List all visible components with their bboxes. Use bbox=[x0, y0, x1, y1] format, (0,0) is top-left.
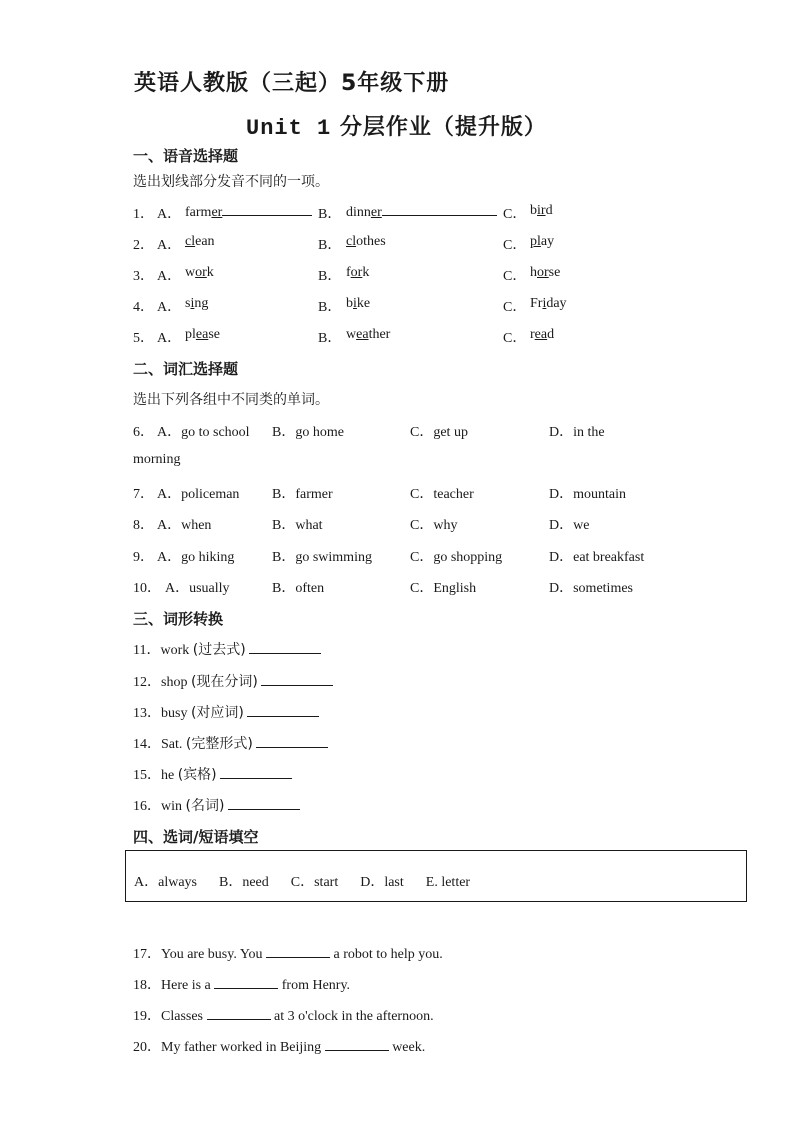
option-word bbox=[185, 296, 208, 312]
question-word: shop bbox=[161, 675, 191, 690]
option-letter: A． bbox=[157, 269, 182, 284]
option-letter: C． bbox=[503, 300, 527, 315]
question-text: at 3 o'clock in the afternoon. bbox=[270, 1009, 434, 1024]
word-part: ean bbox=[195, 234, 215, 249]
word-part: se bbox=[208, 327, 220, 342]
option-a: A．usually bbox=[165, 581, 230, 596]
option-word bbox=[185, 234, 215, 250]
option-c: C．English bbox=[410, 581, 477, 596]
option-b: B．farmer bbox=[272, 487, 333, 502]
question-number: 4． bbox=[133, 300, 154, 315]
option-d: D．sometimes bbox=[549, 581, 633, 596]
underlined-part: er bbox=[370, 205, 382, 220]
underlined-part: or bbox=[350, 265, 363, 280]
option-word bbox=[530, 265, 560, 281]
option-d: D．we bbox=[549, 518, 590, 533]
option-word bbox=[185, 203, 312, 221]
option-word bbox=[185, 265, 214, 281]
option-b: B．often bbox=[272, 581, 325, 596]
doc-subtitle bbox=[246, 110, 547, 141]
unit-label: Unit 1 bbox=[246, 116, 332, 141]
question-hint: (名词) bbox=[185, 798, 225, 814]
option-letter: B． bbox=[318, 238, 342, 253]
answer-blank[interactable] bbox=[228, 797, 300, 810]
underlined-part: cl bbox=[185, 234, 196, 249]
underlined-part: pl bbox=[530, 234, 541, 249]
option-word bbox=[346, 265, 369, 281]
word-part: ke bbox=[356, 296, 371, 311]
question-hint: (对应词) bbox=[190, 705, 244, 721]
word-part: s bbox=[185, 296, 191, 311]
underlined-part: ea bbox=[534, 327, 548, 342]
question-text: week. bbox=[388, 1040, 426, 1055]
question-text: My father worked in Beijing bbox=[161, 1040, 325, 1055]
option-c: C．why bbox=[410, 518, 458, 533]
option-b: B．go home bbox=[272, 425, 344, 440]
option-letter: C． bbox=[503, 269, 527, 284]
word-bank-option: B．need bbox=[219, 875, 269, 890]
word-form-question bbox=[133, 671, 333, 691]
section2-heading: 二、词汇选择题 bbox=[133, 360, 239, 378]
option-d: D．mountain bbox=[549, 487, 626, 502]
word-form-question bbox=[133, 795, 300, 815]
question-number: 14． bbox=[133, 737, 161, 752]
option-d-wrap: morning bbox=[133, 452, 181, 467]
word-form-question bbox=[133, 733, 328, 753]
question-number: 8． bbox=[133, 518, 154, 533]
underlined-part: i bbox=[190, 296, 195, 311]
option-word bbox=[185, 327, 220, 343]
underlined-part: or bbox=[537, 265, 549, 280]
question-text: Classes bbox=[161, 1009, 207, 1024]
option-letter: C． bbox=[503, 238, 527, 253]
option-word bbox=[530, 234, 554, 250]
question-hint: (宾格) bbox=[177, 767, 217, 783]
option-letter: A． bbox=[157, 207, 182, 222]
question-word: busy bbox=[161, 706, 191, 721]
option-word bbox=[346, 327, 390, 343]
fill-blank-question bbox=[133, 943, 443, 963]
question-hint: (过去式) bbox=[192, 642, 246, 658]
underlined-part: cl bbox=[346, 234, 357, 249]
word-part: se bbox=[548, 265, 561, 280]
section2-instruction: 选出下列各组中不同类的单词。 bbox=[133, 392, 329, 408]
answer-blank[interactable] bbox=[261, 673, 333, 686]
option-letter: A． bbox=[157, 238, 182, 253]
question-number: 9． bbox=[133, 550, 154, 565]
word-part: k bbox=[362, 265, 370, 280]
option-a: A．go to school bbox=[157, 425, 250, 440]
option-letter: C． bbox=[503, 331, 527, 346]
section1-instruction: 选出划线部分发音不同的一项。 bbox=[133, 174, 329, 190]
option-letter: B． bbox=[318, 269, 342, 284]
question-hint: (完整形式) bbox=[185, 736, 253, 752]
word-part: w bbox=[185, 265, 196, 280]
answer-blank[interactable] bbox=[247, 704, 319, 717]
answer-blank[interactable] bbox=[207, 1007, 271, 1020]
word-form-question bbox=[133, 702, 319, 722]
section4-heading: 四、选词/短语填空 bbox=[133, 828, 259, 846]
option-letter: A． bbox=[157, 331, 182, 346]
question-number: 1． bbox=[133, 207, 154, 222]
underlined-part: er bbox=[211, 205, 223, 220]
option-letter: A． bbox=[157, 300, 182, 315]
option-letter: B． bbox=[318, 207, 342, 222]
question-text: You are busy. You bbox=[161, 947, 267, 962]
fill-blank-question bbox=[133, 1036, 425, 1056]
underlined-part: ea bbox=[356, 327, 369, 342]
option-c: C．go shopping bbox=[410, 550, 503, 565]
word-bank-box bbox=[125, 850, 747, 902]
option-a: A．when bbox=[157, 518, 212, 533]
option-c: C．get up bbox=[410, 425, 468, 440]
word-bank-option: A．always bbox=[134, 875, 197, 890]
word-part: dinn bbox=[346, 205, 371, 220]
question-number: 20． bbox=[133, 1040, 161, 1055]
underlined-part: or bbox=[195, 265, 207, 280]
word-bank bbox=[134, 871, 492, 891]
option-underline[interactable] bbox=[382, 203, 497, 216]
question-number: 2． bbox=[133, 238, 154, 253]
option-letter: B． bbox=[318, 331, 342, 346]
word-part: k bbox=[206, 265, 214, 280]
word-part: ther bbox=[368, 327, 391, 342]
underlined-part: ir bbox=[537, 203, 546, 218]
option-d: D．eat breakfast bbox=[549, 550, 645, 565]
question-number: 5． bbox=[133, 331, 154, 346]
fill-blank-question bbox=[133, 1005, 434, 1025]
question-number: 12． bbox=[133, 675, 161, 690]
question-number: 11． bbox=[133, 643, 161, 658]
underlined-part: ea bbox=[195, 327, 209, 342]
question-number: 19． bbox=[133, 1009, 161, 1024]
word-part: ay bbox=[540, 234, 555, 249]
word-bank-option: E. letter bbox=[425, 875, 471, 890]
fill-blank-question bbox=[133, 974, 350, 994]
question-text: from Henry. bbox=[278, 978, 351, 993]
question-number: 16． bbox=[133, 799, 161, 814]
option-word bbox=[346, 296, 370, 312]
question-number: 18． bbox=[133, 978, 161, 993]
word-part: othes bbox=[356, 234, 386, 249]
option-c: C．teacher bbox=[410, 487, 474, 502]
word-part: h bbox=[530, 265, 537, 280]
answer-blank[interactable] bbox=[266, 945, 330, 958]
option-word bbox=[346, 234, 386, 250]
option-word bbox=[530, 203, 553, 219]
option-b: B．what bbox=[272, 518, 323, 533]
question-number: 6． bbox=[133, 425, 154, 440]
answer-blank[interactable] bbox=[214, 976, 278, 989]
option-underline[interactable] bbox=[222, 203, 312, 216]
word-part: Fr bbox=[530, 296, 543, 311]
word-form-question bbox=[133, 764, 292, 784]
option-a: A．policeman bbox=[157, 487, 240, 502]
word-part: r bbox=[530, 327, 535, 342]
word-form-question bbox=[133, 639, 321, 659]
word-part: d bbox=[545, 203, 553, 218]
option-letter: B． bbox=[318, 300, 342, 315]
question-number: 13． bbox=[133, 706, 161, 721]
word-bank-option: D．last bbox=[360, 875, 404, 890]
question-number: 3． bbox=[133, 269, 154, 284]
question-word: Sat. bbox=[161, 737, 186, 752]
question-text: a robot to help you. bbox=[330, 947, 443, 962]
question-number: 17． bbox=[133, 947, 161, 962]
word-part: farm bbox=[185, 205, 212, 220]
word-part: pl bbox=[185, 327, 196, 342]
word-part: day bbox=[546, 296, 567, 311]
question-number: 7． bbox=[133, 487, 154, 502]
question-text: Here is a bbox=[161, 978, 215, 993]
option-d: D．in the bbox=[549, 425, 605, 440]
question-word: win bbox=[161, 799, 186, 814]
section3-heading: 三、词形转换 bbox=[133, 610, 224, 628]
option-word bbox=[346, 203, 497, 221]
doc-title: 英语人教版（三起）5年级下册 bbox=[134, 71, 450, 96]
underlined-part: i bbox=[542, 296, 547, 311]
question-number: 15． bbox=[133, 768, 161, 783]
option-a: A．go hiking bbox=[157, 550, 235, 565]
answer-blank[interactable] bbox=[220, 766, 292, 779]
word-part: w bbox=[346, 327, 357, 342]
answer-blank[interactable] bbox=[325, 1038, 389, 1051]
section1-heading: 一、语音选择题 bbox=[133, 147, 239, 165]
option-word bbox=[530, 296, 567, 312]
answer-blank[interactable] bbox=[256, 735, 328, 748]
question-word: work bbox=[160, 643, 193, 658]
subtitle-rest: 分层作业（提升版） bbox=[331, 115, 547, 140]
question-hint: (现在分词) bbox=[190, 674, 258, 690]
word-part: f bbox=[346, 265, 351, 280]
option-word bbox=[530, 327, 554, 343]
answer-blank[interactable] bbox=[249, 641, 321, 654]
option-b: B．go swimming bbox=[272, 550, 372, 565]
underlined-part: i bbox=[353, 296, 357, 311]
word-part: b bbox=[530, 203, 537, 218]
word-bank-option: C．start bbox=[290, 875, 339, 890]
question-number: 10． bbox=[133, 581, 161, 596]
word-part: b bbox=[346, 296, 353, 311]
word-part: ng bbox=[194, 296, 209, 311]
option-letter: C． bbox=[503, 207, 527, 222]
word-part: d bbox=[547, 327, 555, 342]
question-word: he bbox=[161, 768, 178, 783]
